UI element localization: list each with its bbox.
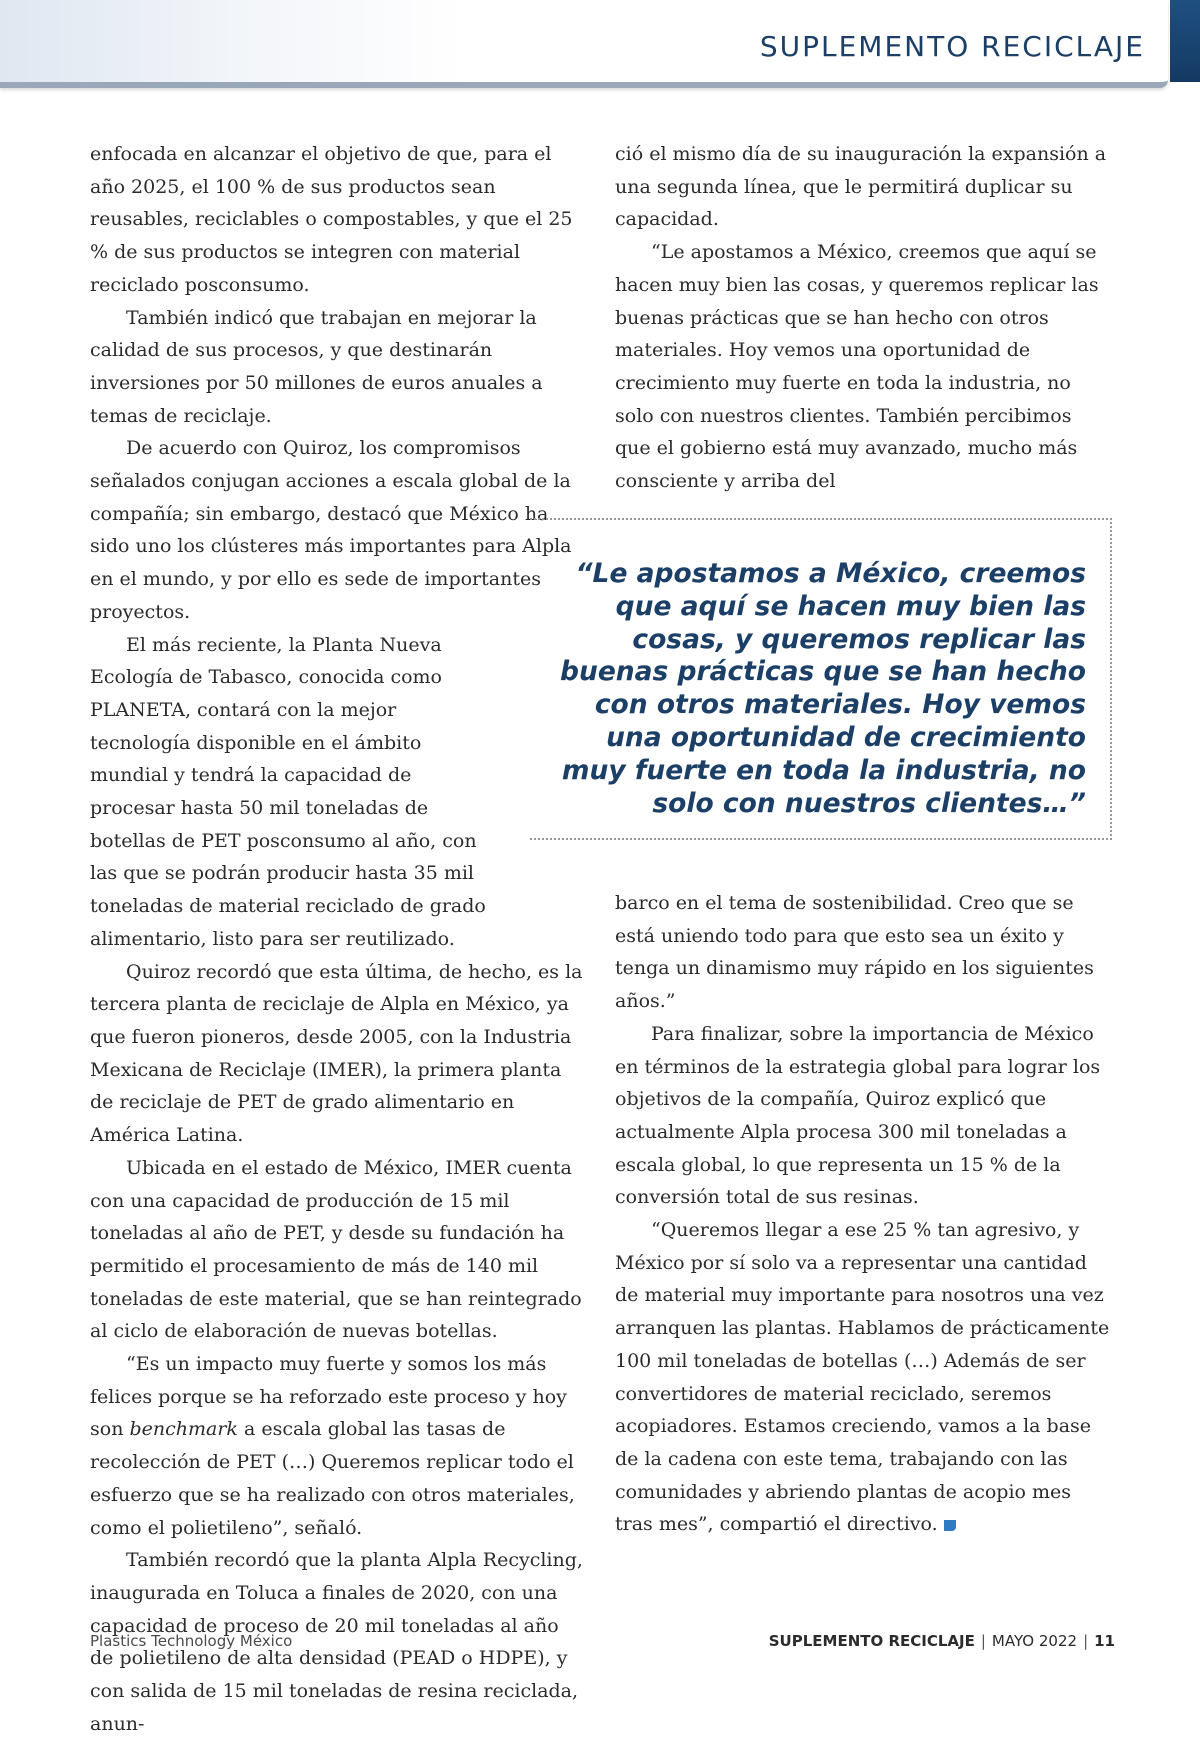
paragraph xyxy=(90,1348,588,1544)
paragraph: Para finalizar, sobre la importancia de México en términos de la estrategia global para lograr los objetivos de la compañía, Quiroz explicó que actualmente Alpla procesa 300 mil toneladas a escala global, lo que representa un 15 % de la conversión total de sus resinas. xyxy=(615,1022,1101,1209)
footer-separator: | xyxy=(980,1632,986,1650)
paragraph-text: a escala global las tasas de recolección de PET (…) Queremos replicar todo el esfuerzo que se ha realizado con otros materiales, como el polietileno”, señaló. xyxy=(90,1418,575,1539)
paragraph: También indicó que trabajan en mejorar la calidad de sus procesos, y que destinarán inversiones por 50 millones de euros anuales a temas de reciclaje. xyxy=(90,306,543,427)
right-column-top xyxy=(615,138,1113,498)
paragraph: enfocada en alcanzar el objetivo de que, para el año 2025, el 100 % de sus productos sean reusables, reciclables o compostables, y que el 25 % de sus productos se integren con material reciclado posconsumo. xyxy=(90,143,573,296)
paragraph-text: “Es un impacto muy fuerte y somos los más felices porque se ha reforzado este proceso y hoy son xyxy=(90,1353,567,1441)
header-edge-decoration xyxy=(1170,0,1200,82)
section-title: SUPLEMENTO RECICLAJE xyxy=(759,30,1145,63)
footer-section: SUPLEMENTO RECICLAJE xyxy=(768,1632,975,1650)
footer-publication: Plastics Technology México xyxy=(90,1632,293,1650)
footer-separator: | xyxy=(1083,1632,1089,1650)
footer-issue: MAYO 2022 xyxy=(991,1632,1078,1650)
page-number: 11 xyxy=(1094,1632,1115,1650)
paragraph: Ubicada en el estado de México, IMER cuenta con una capacidad de producción de 15 mil toneladas al año de PET, y desde su fundación ha permitido el procesamiento de más de 140 mil toneladas de este material, que se han reintegrado al ciclo de elaboración de nuevas botellas. xyxy=(90,1156,582,1343)
footer-info xyxy=(769,1632,1115,1650)
paragraph-text: “Queremos llegar a ese 25 % tan agresivo, y México por sí solo va a representar una cantidad de material muy importante para nosotros una vez arranquen las plantas. Hablamos de prácticamente 100 mil toneladas de botellas (…) Además de ser convertidores de material reciclado, seremos acopiadores. Estamos creciendo, vamos a la base de la cadena con este tema, trabajando con las comunidades y abriendo plantas de acopio mes tras mes”, compartió el directivo. xyxy=(615,1219,1110,1536)
end-of-article-icon xyxy=(944,1520,956,1531)
emphasis: benchmark xyxy=(129,1418,238,1441)
paragraph: También recordó que la planta Alpla Recycling, inaugurada en Toluca a finales de 2020, con una capacidad de proceso de 20 mil toneladas al año de polietileno de alta densidad (PEAD o HDPE), y con salida de 15 mil toneladas de resina reciclada, anun- xyxy=(90,1549,583,1735)
paragraph: De acuerdo con Quiroz, los compromisos señalados conjugan acciones a escala global de la compañía; sin embargo, destacó que México ha sido uno los clústeres más importantes para Alpla en el mundo, y por ello es sede de importantes proyectos. xyxy=(90,437,572,623)
left-column xyxy=(90,138,588,1740)
paragraph: ció el mismo día de su inauguración la expansión a una segunda línea, que le permitirá duplicar su capacidad. xyxy=(615,143,1107,231)
paragraph: El más reciente, la Planta Nueva Ecología de Tabasco, conocida como PLANETA, contará con la mejor tecnología disponible en el ámbito mundial y tendrá la capacidad de procesar hasta 50 mil toneladas de botellas de PET posconsumo al año, con las que se podrán producir hasta 35 mil toneladas de material reciclado de grado alimentario, listo para ser reutilizado. xyxy=(90,633,486,950)
pull-quote: “Le apostamos a México, creemos que aquí se hacen muy bien las cosas, y queremos replicar las buenas prácticas que se han hecho con otros materiales. Hoy vemos una oportunidad de crecimiento muy fuerte en toda la industria, no solo con nuestros clientes…” xyxy=(560,558,1086,819)
right-column-bottom xyxy=(615,887,1113,1541)
paragraph: Quiroz recordó que esta última, de hecho, es la tercera planta de reciclaje de Alpla en México, ya que fueron pioneros, desde 2005, con la Industria Mexicana de Reciclaje (IMER), la primera planta de reciclaje de PET de grado alimentario en América Latina. xyxy=(90,960,583,1147)
paragraph: barco en el tema de sostenibilidad. Creo que se está uniendo todo para que esto sea un éxito y tenga un dinamismo muy rápido en los siguientes años.” xyxy=(615,892,1094,1013)
paragraph: “Le apostamos a México, creemos que aquí se hacen muy bien las cosas, y queremos replicar las buenas prácticas que se han hecho con otros materiales. Hoy vemos una oportunidad de crecimiento muy fuerte en toda la industria, no solo con nuestros clientes. También percibimos que el gobierno está muy avanzado, mucho más consciente y arriba del xyxy=(615,241,1099,493)
paragraph xyxy=(615,1214,1113,1541)
